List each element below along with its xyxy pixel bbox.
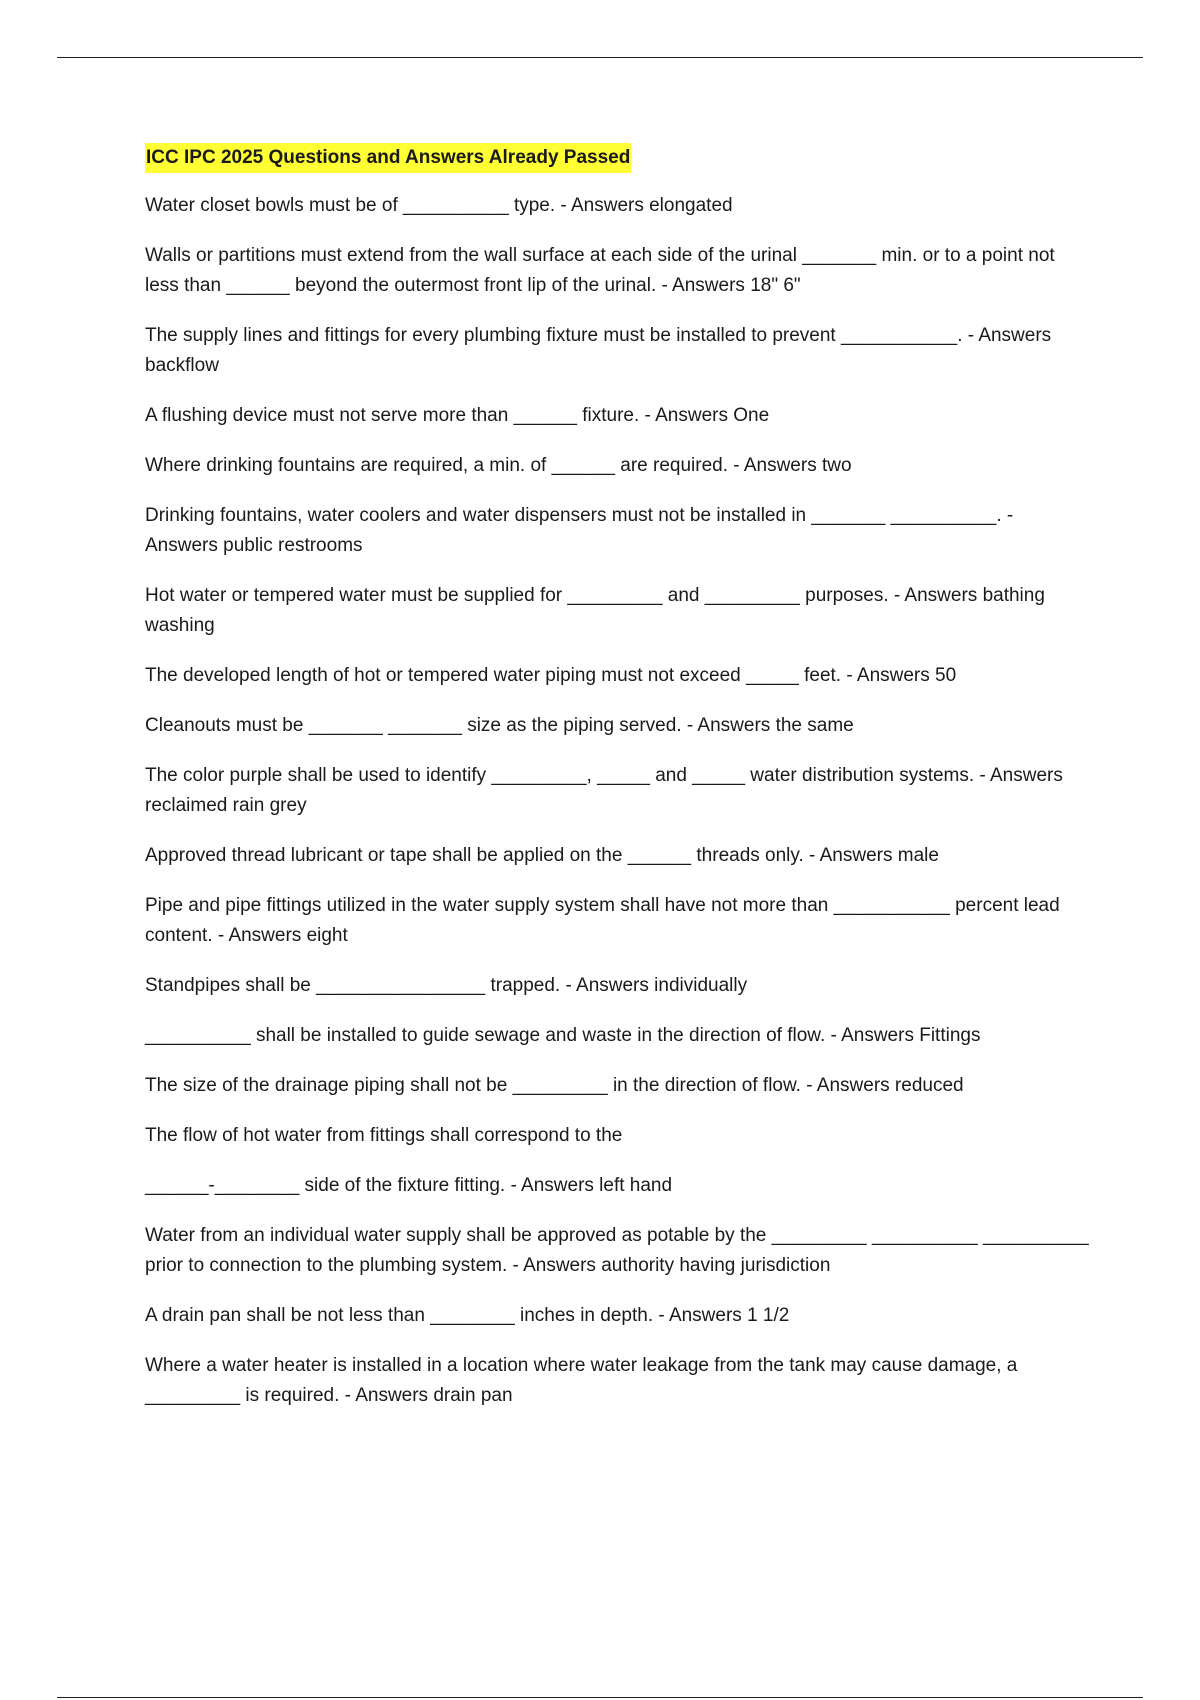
qa-item: __________ shall be installed to guide sewage and waste in the direction of flow. - Answers Fittings	[145, 1025, 981, 1046]
qa-item: Water from an individual water supply shall be approved as potable by the _________ __________ __________ prior to connection to the plumbing system. - Answers authority having jurisdiction	[145, 1225, 1089, 1276]
qa-item: The developed length of hot or tempered water piping must not exceed _____ feet. - Answers 50	[145, 665, 957, 686]
footer-rule	[57, 1697, 1143, 1698]
qa-item: Drinking fountains, water coolers and water dispensers must not be installed in _______ __________. - Answers public restrooms	[145, 505, 1014, 556]
qa-item: A drain pan shall be not less than ________ inches in depth. - Answers 1 1/2	[145, 1305, 790, 1326]
qa-item: A flushing device must not serve more than ______ fixture. - Answers One	[145, 405, 770, 426]
qa-item: Standpipes shall be ________________ trapped. - Answers individually	[145, 975, 748, 996]
header-rule	[57, 57, 1143, 58]
document-body	[145, 143, 1090, 1431]
qa-item: Walls or partitions must extend from the wall surface at each side of the urinal _______ min. or to a point not less than ______ beyond the outermost front lip of the urinal. - Answers 18" 6"	[145, 245, 1055, 296]
qa-item: Hot water or tempered water must be supplied for _________ and _________ purposes. - Answers bathing washing	[145, 585, 1045, 636]
qa-item: Pipe and pipe fittings utilized in the water supply system shall have not more than ___________ percent lead content. - Answers eight	[145, 895, 1060, 946]
qa-item: Where a water heater is installed in a location where water leakage from the tank may cause damage, a _________ is required. - Answers drain pan	[145, 1355, 1018, 1406]
qa-item: The flow of hot water from fittings shall correspond to the	[145, 1125, 623, 1146]
qa-item: Approved thread lubricant or tape shall be applied on the ______ threads only. - Answers male	[145, 845, 939, 866]
qa-item: ______-________ side of the fixture fitting. - Answers left hand	[145, 1175, 673, 1196]
qa-item: Water closet bowls must be of __________ type. - Answers elongated	[145, 195, 733, 216]
qa-item: The color purple shall be used to identify _________, _____ and _____ water distribution systems. - Answers reclaimed rain grey	[145, 765, 1063, 816]
document-title: ICC IPC 2025 Questions and Answers Already Passed	[145, 143, 631, 173]
qa-item: Where drinking fountains are required, a min. of ______ are required. - Answers two	[145, 455, 852, 476]
qa-item: The supply lines and fittings for every plumbing fixture must be installed to prevent ___________. - Answers backflow	[145, 325, 1052, 376]
qa-item: The size of the drainage piping shall not be _________ in the direction of flow. - Answers reduced	[145, 1075, 964, 1096]
qa-item: Cleanouts must be _______ _______ size as the piping served. - Answers the same	[145, 715, 854, 736]
